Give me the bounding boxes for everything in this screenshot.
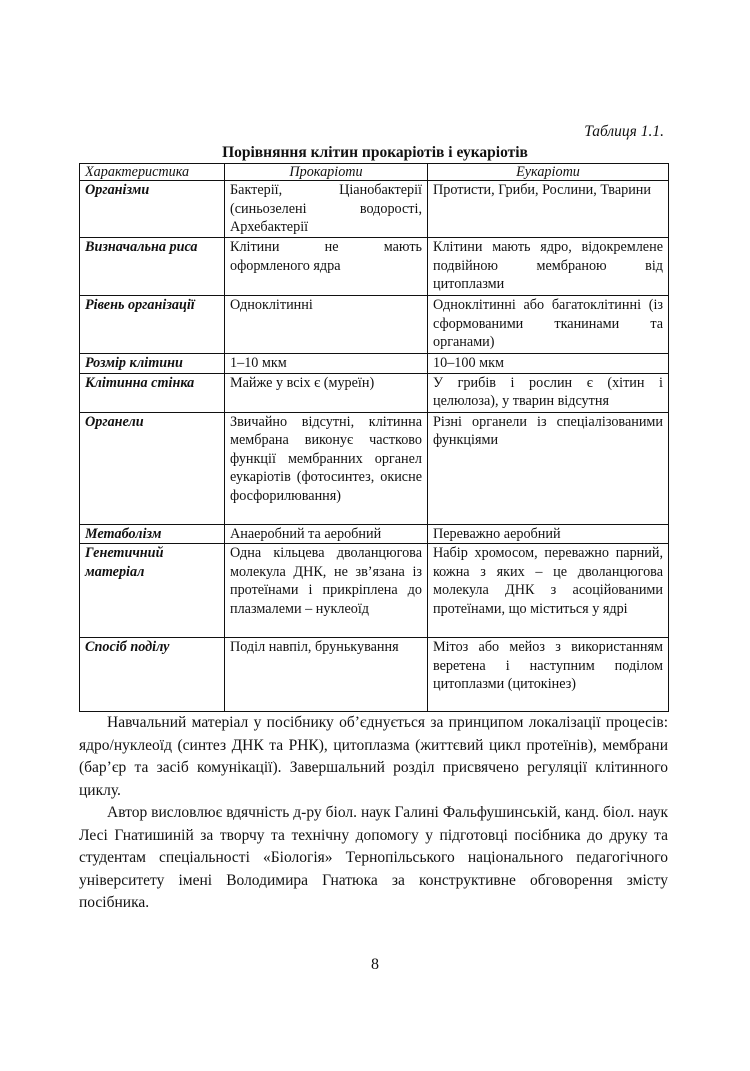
table-row	[80, 524, 669, 544]
row-prokaryotes: Анаеробний та аеробний	[225, 524, 428, 544]
row-feature: Розмір клітини	[80, 354, 225, 374]
row-eukaryotes: Одноклітинні або багатоклітинні (із сформованими тканинами та органами)	[428, 296, 669, 354]
table-row	[80, 181, 669, 238]
table-row	[80, 373, 669, 412]
row-prokaryotes: Клітини не мають оформленого ядра	[225, 238, 428, 296]
header-characteristic: Характеристика	[80, 164, 225, 181]
row-feature: Рівень організації	[80, 296, 225, 354]
row-feature: Метаболізм	[80, 524, 225, 544]
row-feature: Генетичний матеріал	[80, 544, 225, 638]
row-prokaryotes: 1–10 мкм	[225, 354, 428, 374]
body-text	[79, 712, 668, 915]
row-eukaryotes: Переважно аеробний	[428, 524, 669, 544]
row-prokaryotes: Майже у всіх є (муреїн)	[225, 373, 428, 412]
table-row	[80, 354, 669, 374]
row-feature: Органели	[80, 412, 225, 524]
table-row	[80, 638, 669, 712]
page-number: 8	[371, 956, 379, 973]
row-eukaryotes: Різні органели із спеціалізованими функціями	[428, 412, 669, 524]
row-feature: Організми	[80, 181, 225, 238]
table-label: Таблиця 1.1.	[584, 123, 664, 140]
row-feature	[80, 238, 225, 296]
row-eukaryotes: Клітини мають ядро, відокремлене подвійною мембраною від цитоплазми	[428, 238, 669, 296]
row-prokaryotes: Одноклітинні	[225, 296, 428, 354]
row-eukaryotes: 10–100 мкм	[428, 354, 669, 374]
row-feature: Клітинна стінка	[80, 373, 225, 412]
row-eukaryotes: Мітоз або мейоз з використанням веретена і наступним поділом цитоплазми (цитокінез)	[428, 638, 669, 712]
paragraph: Автор висловлює вдячність д-ру біол. наук Галині Фальфушинській, канд. біол. наук Лесі Гнатишиній за творчу та технічну допомогу у підготовці посібника до друку та студентам спеціальності «Біологія» Тернопільського національного педагогічного університету імені Володимира Гнатюка за конструктивне обговорення змісту посібника.	[79, 804, 668, 911]
table-row	[80, 544, 669, 638]
row-feature: Спосіб поділу	[80, 638, 225, 712]
row-eukaryotes: У грибів і рослин є (хітин і целюлоза), у тварин відсутня	[428, 373, 669, 412]
header-eukaryotes: Еукаріоти	[428, 164, 669, 181]
paragraph: Навчальний матеріал у посібнику об’єднується за принципом локалізації процесів: ядро/нуклеоїд (синтез ДНК та РНК), цитоплазма (життєвий цикл протеїнів), мембрани (бар’єр та засіб комунікації). Завершальний розділ присвячено регуляції клітинного циклу.	[79, 714, 668, 799]
table-row	[80, 296, 669, 354]
row-eukaryotes: Набір хромосом, переважно парний, кожна з яких – це дволанцюгова молекула ДНК з асоційованими протеїнами, що міститься у ядрі	[428, 544, 669, 638]
table-title: Порівняння клітин прокаріотів і еукаріотів	[222, 144, 528, 161]
row-feature-text: Визначальна риса	[85, 239, 198, 255]
row-prokaryotes: Одна кільцева дволанцюгова молекула ДНК, не зв’язана із протеїнами і прикріплена до плазмалеми – нуклеоїд	[225, 544, 428, 638]
comparison-table	[79, 163, 669, 712]
table-row	[80, 238, 669, 296]
row-prokaryotes: Звичайно відсутні, клітинна мембрана виконує частково функції мембранних органел еукаріотів (фотосинтез, окисне фосфорилювання)	[225, 412, 428, 524]
header-prokaryotes: Прокаріоти	[225, 164, 428, 181]
table-row	[80, 412, 669, 524]
row-prokaryotes: Поділ навпіл, брунькування	[225, 638, 428, 712]
row-eukaryotes: Протисти, Гриби, Рослини, Тварини	[428, 181, 669, 238]
row-prokaryotes: Бактерії, Ціанобактерії (синьозелені водорості, Архебактерії	[225, 181, 428, 238]
table-header-row	[80, 164, 669, 181]
